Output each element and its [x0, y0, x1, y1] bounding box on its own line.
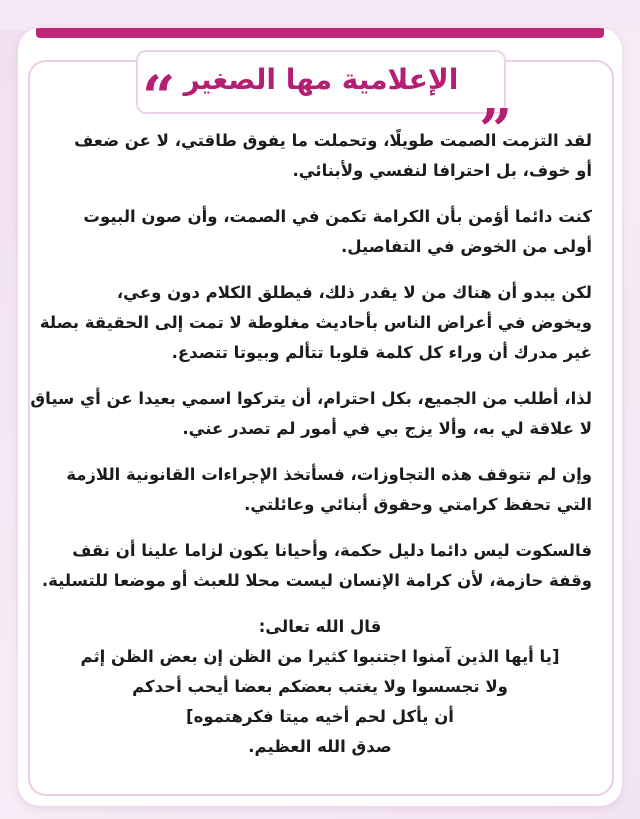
verse-line: أن يأكل لحم أخيه ميتا فكرهتموه]: [186, 707, 454, 726]
verse-line: قال الله تعالى:: [258, 617, 382, 636]
paragraph-line: لقد التزمت الصمت طويلًا، وتحملت ما يفوق طاقتي، لا عن ضعف: [74, 131, 592, 150]
top-background-strip: [0, 0, 640, 30]
paragraph-line: كنت دائما أؤمن بأن الكرامة تكمن في الصمت، وأن صون البيوت: [83, 207, 592, 226]
quote-open-icon: “: [142, 63, 176, 131]
paragraph-line: غير مدرك أن وراء كل كلمة قلوبا تتألم وبيوتا تتصدع.: [171, 343, 592, 362]
paragraph-line: لذا، أطلب من الجميع، بكل احترام، أن يتركوا اسمي بعيدا عن أي سياق: [30, 389, 592, 408]
accent-bar: [36, 28, 604, 38]
paragraph-1: [48, 126, 592, 186]
quote-close-icon: „: [480, 63, 514, 131]
verse-line: [يا أيها الذين آمنوا اجتنبوا كثيرا من الظن إن بعض الظن إثم: [80, 647, 560, 666]
paragraph-5: [48, 460, 592, 520]
quran-verse: [48, 612, 592, 762]
paragraph-line: ويخوض في أعراض الناس بأحاديث مغلوطة لا تمت إلى الحقيقة بصلة: [39, 313, 592, 332]
paragraph-6: [41, 536, 592, 596]
paragraph-line: التي تحفظ كرامتي وحقوق أبنائي وعائلتي.: [244, 495, 592, 514]
verse-line: صدق الله العظيم.: [248, 737, 392, 756]
statement-body: [30, 126, 592, 762]
paragraph-line: وإن لم تتوقف هذه التجاوزات، فسأتخذ الإجراءات القانونية اللازمة: [66, 465, 592, 484]
paragraph-line: لا علاقة لي به، وألا يزج بي في أمور لم تصدر عني.: [182, 419, 592, 438]
statement-card: [18, 28, 622, 806]
paragraph-2: [48, 202, 592, 262]
paragraph-line: فالسكوت ليس دائما دليل حكمة، وأحيانا يكون لزاما علينا أن نقف: [72, 541, 592, 560]
paragraph-line: وقفة حازمة، لأن كرامة الإنسان ليست محلا للعبث أو موضعا للتسلية.: [41, 571, 592, 590]
verse-line: ولا تجسسوا ولا يغتب بعضكم بعضا أيحب أحدكم: [132, 677, 508, 696]
paragraph-line: لكن يبدو أن هناك من لا يقدر ذلك، فيطلق الكلام دون وعي،: [116, 283, 592, 302]
page-title: الإعلامية مها الصغير: [183, 63, 459, 96]
paragraph-line: أولى من الخوض في التفاصيل.: [341, 237, 592, 256]
paragraph-4: [30, 384, 592, 444]
title-box: [136, 50, 506, 114]
paragraph-3: [39, 278, 592, 368]
paragraph-line: أو خوف، بل احترافا لنفسي ولأبنائي.: [292, 161, 592, 180]
